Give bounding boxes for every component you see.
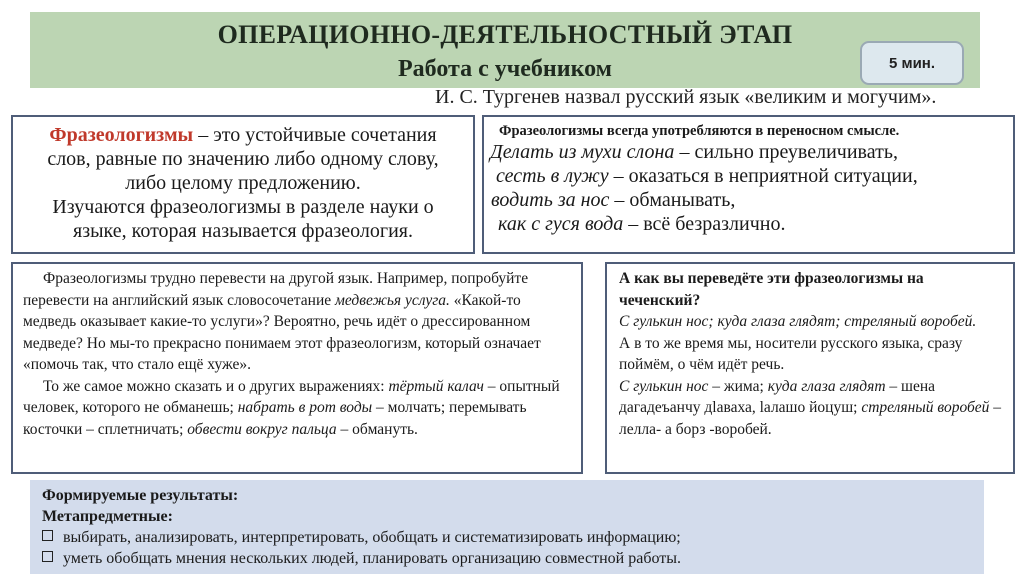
examples-heading: Фразеологизмы всегда употребляются в переносном смысле.: [499, 123, 900, 139]
chechen-translations: С гулькин нос – жима; куда глаза глядят – шена дагадеъанчу дlаваха, lалашо йоцуш; стреляный воробей – лелла- а борз -воробей.: [619, 377, 1002, 438]
results-item: выбирать, анализировать, интерпретировать, обобщать и систематизировать информацию;: [42, 527, 984, 548]
stage-header: [30, 12, 980, 88]
chechen-box: [605, 262, 1015, 474]
results-panel: [30, 480, 984, 574]
example-item: как с гуся вода – всё безразлично.: [498, 213, 786, 235]
checkbox-icon: [42, 551, 53, 562]
definition-line-4: Изучаются фразеологизмы в разделе науки о: [52, 196, 434, 218]
results-item: уметь обобщать мнения нескольких людей, планировать организацию совместной работы.: [42, 548, 984, 569]
stage-title: ОПЕРАЦИОННО-ДЕЯТЕЛЬНОСТНЫЙ ЭТАП: [217, 20, 793, 49]
translation-paragraph-2: То же самое можно сказать и о других выражениях: тёртый калач – опытный человек, которого не обманешь; набрать в рот воды – молчать; перемывать косточки – сплетничать; обвести вокруг пальца – обмануть.: [23, 377, 560, 438]
definition-line-2: слов, равные по значению либо одному слову,: [47, 148, 439, 170]
definition-line-1: – это устойчивые сочетания: [193, 124, 437, 146]
examples-box: [482, 115, 1015, 254]
results-title: Формируемые результаты:: [42, 487, 239, 504]
chechen-question: А как вы переведёте эти фразеологизмы на чеченский?: [619, 270, 924, 309]
chechen-phrases: С гулькин нос; куда глаза глядят; стреляный воробей.: [619, 313, 977, 330]
example-item: Делать из мухи слона – сильно преувеличивать,: [490, 141, 898, 163]
definition-box: [11, 115, 475, 254]
translation-box: [11, 262, 583, 474]
example-item: водить за нос – обманывать,: [491, 189, 736, 211]
definition-term: Фразеологизмы: [49, 124, 194, 146]
example-item: сесть в лужу – оказаться в неприятной ситуации,: [496, 165, 918, 187]
definition-line-5: языке, которая называется фразеология.: [73, 220, 413, 242]
turgenev-quote: И. С. Тургенев назвал русский язык «великим и могучим».: [435, 86, 937, 108]
stage-subtitle: Работа с учебником: [397, 56, 612, 82]
chechen-note: А в то же время мы, носители русского языка, сразу поймём, о чём идёт речь.: [619, 334, 963, 373]
results-subtitle: Метапредметные:: [42, 508, 173, 525]
time-badge: 5 мин.: [860, 41, 964, 85]
checkbox-icon: [42, 530, 53, 541]
translation-paragraph-1: Фразеологизмы трудно перевести на другой язык. Например, попробуйте перевести на английский язык словосочетание медвежья услуга. «Какой-то медведь оказывает какие-то услуги»? Вероятно, речь идёт о дрессированном медведе? Но мы-то прекрасно понимаем этот фразеологизм, который означает «помочь так, что стало ещё хуже».: [23, 270, 541, 373]
definition-line-3: либо целому предложению.: [125, 172, 361, 194]
